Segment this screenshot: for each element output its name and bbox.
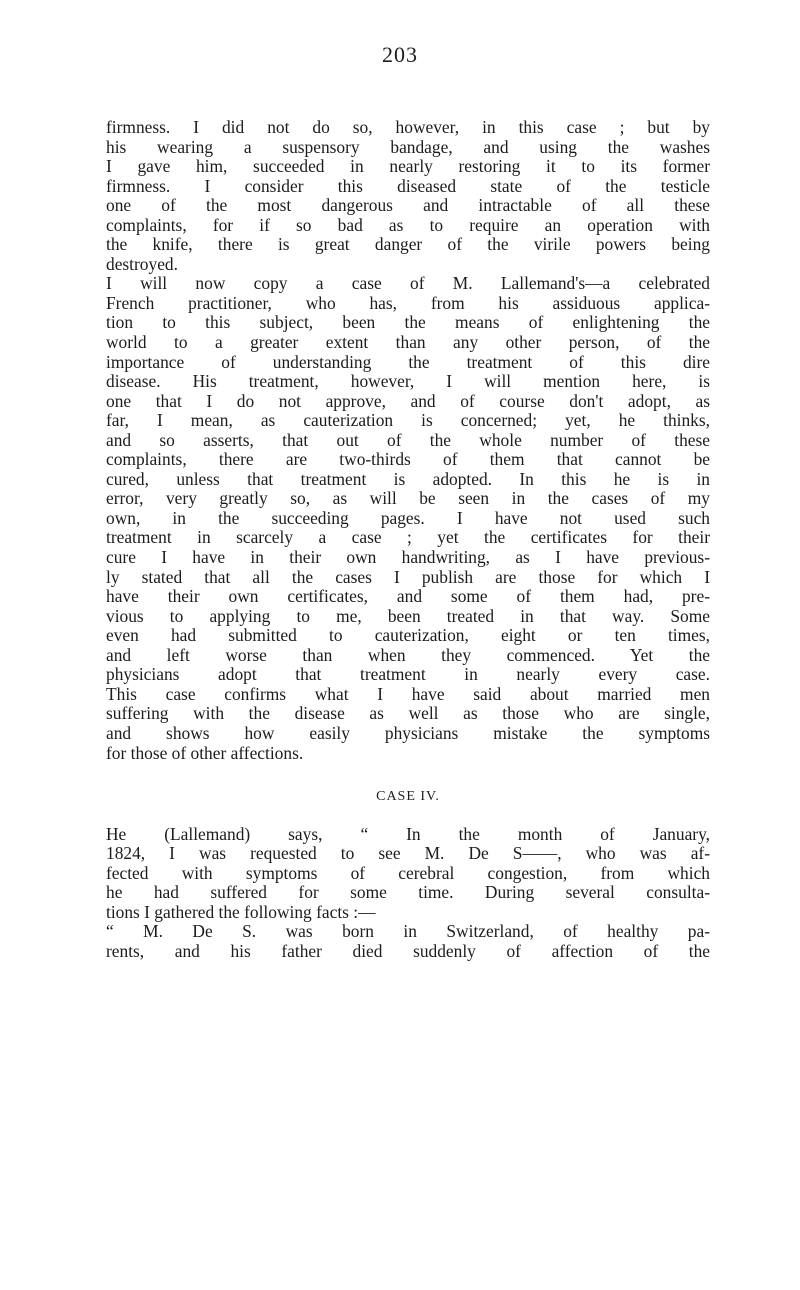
text-line: complaints, for if so bad as to require an operation with	[106, 214, 710, 235]
text-line: and so asserts, that out of the whole number of these	[106, 429, 710, 450]
text-line: tions I gathered the following facts :—	[106, 901, 376, 922]
text-line: his wearing a suspensory bandage, and using the washes	[106, 136, 710, 157]
text-line: for those of other affections.	[106, 742, 304, 763]
text-line: 1824, I was requested to see M. De S——, who was af-	[106, 843, 710, 864]
paragraph-1	[106, 118, 710, 274]
text-line: firmness. I consider this diseased state of the testicle	[106, 175, 710, 196]
text-line: cured, unless that treatment is adopted. In this he is in	[106, 468, 710, 489]
text-line: treatment in scarcely a case ; yet the certificates for their	[106, 527, 710, 548]
text-line: I will now copy a case of M. Lallemand's—a celebrated	[106, 273, 710, 294]
text-line: disease. His treatment, however, I will mention here, is	[106, 371, 710, 392]
text-line: “ M. De S. was born in Switzerland, of healthy pa-	[106, 921, 710, 942]
text-line: world to a greater extent than any other person, of the	[106, 332, 710, 353]
text-line: rents, and his father died suddenly of affection of the	[106, 940, 710, 961]
text-line: vious to applying to me, been treated in that way. Some	[106, 605, 710, 626]
text-line: physicians adopt that treatment in nearly every case.	[106, 664, 710, 685]
page-number: 203	[382, 42, 418, 67]
text-line: tion to this subject, been the means of enlightening the	[106, 312, 710, 333]
text-line: own, in the succeeding pages. I have not used such	[106, 507, 710, 528]
text-line: destroyed.	[106, 253, 178, 274]
text-line: complaints, there are two-thirds of them that cannot be	[106, 449, 710, 470]
text-line: even had submitted to cauterization, eight or ten times,	[106, 625, 710, 646]
text-line: and left worse than when they commenced. Yet the	[106, 644, 710, 665]
case-heading: CASE IV.	[376, 789, 440, 805]
text-line: one that I do not approve, and of course don't adopt, as	[106, 390, 710, 411]
text-line: he had suffered for some time. During several consulta-	[106, 882, 710, 903]
text-line: the knife, there is great danger of the virile powers being	[106, 234, 710, 255]
text-line: error, very greatly so, as will be seen in the cases of my	[106, 488, 710, 509]
text-line: firmness. I did not do so, however, in this case ; but by	[106, 117, 710, 137]
text-line: I gave him, succeeded in nearly restoring it to its former	[106, 156, 710, 177]
text-line: French practitioner, who has, from his assiduous applica-	[106, 292, 710, 313]
text-line: have their own certificates, and some of them had, pre-	[106, 586, 710, 607]
text-line: and shows how easily physicians mistake the symptoms	[106, 722, 710, 743]
text-line: far, I mean, as cauterization is concerned; yet, he thinks,	[106, 410, 710, 431]
paragraph-4	[106, 922, 710, 961]
text-line: fected with symptoms of cerebral congestion, from which	[106, 862, 710, 883]
body-text	[106, 118, 710, 961]
text-line: one of the most dangerous and intractable of all these	[106, 195, 710, 216]
text-line: ly stated that all the cases I publish are those for which I	[106, 566, 710, 587]
text-line: importance of understanding the treatment of this dire	[106, 351, 710, 372]
paragraph-2	[106, 274, 710, 763]
paragraph-3	[106, 825, 710, 923]
text-line: cure I have in their own handwriting, as I have previous-	[106, 547, 710, 568]
text-line: suffering with the disease as well as those who are single,	[106, 703, 710, 724]
text-line: This case confirms what I have said about married men	[106, 683, 710, 704]
text-line: He (Lallemand) says, “ In the month of January,	[106, 823, 710, 844]
